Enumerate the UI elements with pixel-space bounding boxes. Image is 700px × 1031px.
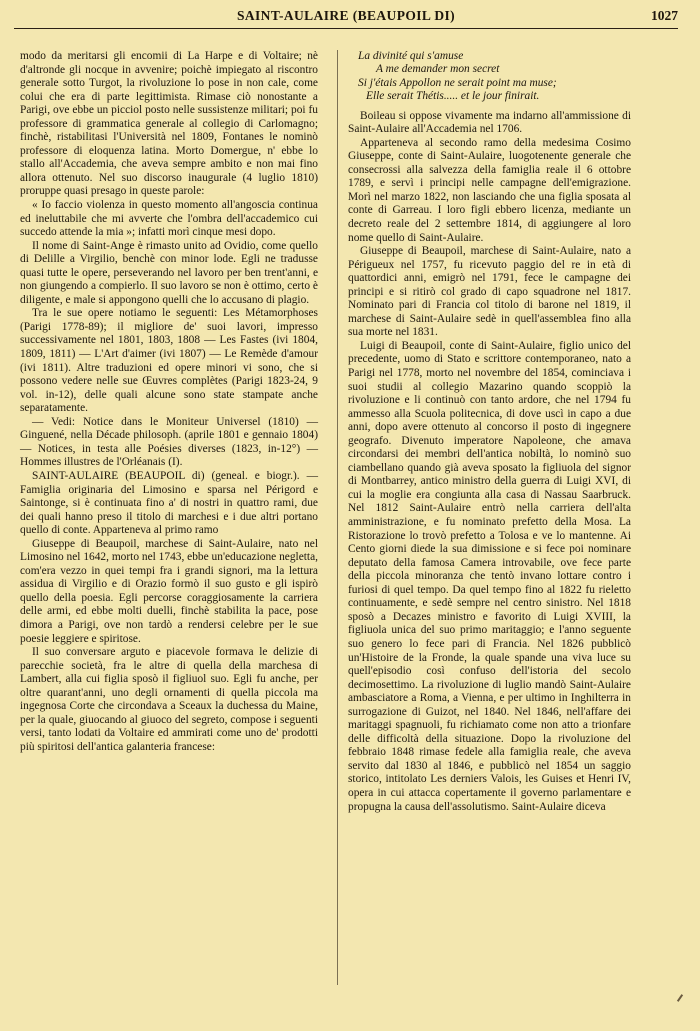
poem-line: A me demander mon secret (376, 63, 500, 76)
right-column (348, 50, 631, 814)
poem-quote (358, 50, 631, 104)
paragraph: modo da meritarsi gli encomii di La Harpe e di Voltaire; nè d'altronde gli nocque in avvenire; poichè impiegato al riscontro generale sotto Turgot, la rivoluzione lo pose in non cale, come colui che era di parte legittimista. Rimase ciò nonostante a Parigi, ove ebbe un picciol posto nelle sussistenze militari; poi fu professore di grammatica generale al collegio di Carlomagno; finchè, ristabilitasi l'Università nel 1809, Fontanes le nominò professore di eloquenza latina. Morto Domergue, n' ebbe lo stallo all'Accademia, che aveva sempre ambito e non mai fino allora ottenuto. Nel suo discorso inaugurale (4 luglio 1810) proruppe quasi presago in queste parole: (20, 50, 318, 198)
paragraph: Giuseppe di Beaupoil, marchese di Saint-Aulaire, nato a Périgueux nel 1757, fu ricevuto paggio del re in età di quattordici anni, emigrò nel 1791, fece le campagne dei principi e si ritirò col grado di capo squadrone nel 1817. Nominato pari di Francia col titolo di barone nel 1819, il marchese di Saint-Aulaire sedè in quell'assemblea fino alla sua morte nel 1831. (348, 245, 631, 339)
header-title: SAINT-AULAIRE (BEAUPOIL DI) (236, 8, 456, 23)
paragraph: Il nome di Saint-Ange è rimasto unito ad Ovidio, come quello di Delille a Virgilio, benchè con minor lode. Egli ne tradusse quasi tutte le opere, perseverando nel lavoro per ben trent'anni, e non giungendo a compierlo. Il suo lavoro se non è ottimo, certo è diligente, e male si appongono quelli che lo accusano di plagio. (20, 239, 318, 306)
paragraph: Il suo conversare arguto e piacevole formava le delizie di parecchie società, fra le altre di quella della marchesa di Lambert, alla cui figlia sposò il figliuol suo. Egli fu anche, per oltre quarant'anni, uno degli ornamenti di quella piccola ma ingegnosa Corte che circondava a Sceaux la duchessa du Maine, per la quale, giuocando al giuoco del segreto, compose i seguenti versi, tanto lodati da Voltaire ed ammirati come uno de' prodotti più spiritosi dell'antica galanteria francese: (20, 646, 318, 753)
entry-heading-paragraph: SAINT-AULAIRE (BEAUPOIL di) (geneal. e biogr.). — Famiglia originaria del Limosino e sparsa nel Périgord e Saintonge, si è continuata fino a' di nostri in quattro rami, due dei quali hanno preso il titolo di marchesi e i due altri portano quello di conte. Apparteneva al primo ramo (20, 469, 318, 537)
column-divider (337, 50, 338, 985)
paragraph: « Io faccio violenza in questo momento all'angoscia continua ed ineluttabile che mi avverte che l'ombra dell'accademico cui succedo attende la mia »; infatti morì cinque mesi dopo. (20, 199, 318, 239)
paragraph: Boileau si oppose vivamente ma indarno all'ammissione di Saint-Aulaire all'Accademia nel 1706. (348, 109, 631, 136)
running-header (14, 6, 678, 29)
left-column (20, 50, 318, 754)
paragraph: Luigi di Beaupoil, conte di Saint-Aulaire, figlio unico del precedente, uomo di Stato e scrittore contemporaneo, nato a Parigi nel 1778, morto nel novembre del 1854, cominciava i suoi studii al collegio Mazarino quando scoppiò la rivoluzione e li continuò con tanto ardore, che nel 1794 fu ammesso alla Scuola politecnica, di dove uscì in capo a due anni, dopo avere ottenuto al concorso il posto di ingegnere geografo. Divenuto imperatore Napoleone, che amava circondarsi dei membri dell'antica nobiltà, lo nominò suo ciambellano quando già aveva sposato la figliuola del signor di Montbarrey, antico ministro della guerra di Luigi XVI, di cui la moglie era congiunta alla casa di Nassau Saarbruck. Nel 1812 Saint-Aulaire entrò nella carriera dell'alta amministrazione, e fu nominato prefetto della Mosa. La Ristorazione lo trovò prefetto a Tolosa e ve lo mantenne. Ai Cento giorni diede la sua dimissione e si fece poi nominare deputato della famosa Camera introvabile, ove fece parte della piccola minoranza che tentò invano lottare contro i furiosi di quel tempo. Da quel tempo fino al 1822 fu rieletto continuamente, e sedè sempre nel centro sinistro. Nel 1818 sposò a Decazes ministro e favorito di Luigi XVIII, la figliuola unica del suo primo maritaggio; e l'anno seguente suo genero lo fece pari di Francia. Nel 1826 pubblicò un'Histoire de la Fronde, la quale spande una viva luce su quell'episodio così confuso dell'istoria del secolo decimosettimo. La rivoluzione di luglio mandò Saint-Aulaire ambasciatore a Roma, a Vienna, e per ultimo in Inghilterra in surrogazione di Guizot, nel 1840. Nel 1846, nell'affare dei maritaggi spagnuoli, fu richiamato come non atto a trionfare delle difficoltà della situazione. Dopo la rivoluzione del febbraio 1848 rimase fedele alla famiglia reale, che aveva servito dal 1830 al 1846, e pubblicò nel 1854 un saggio storico, intitolato Les derniers Valois, les Guises et Henri IV, opera in cui attacca copertamente il governo parlamentare e propugna la causa dell'assolutismo. Saint-Aulaire diceva (348, 339, 631, 813)
paragraph: Apparteneva al secondo ramo della medesima Cosimo Giuseppe, conte di Saint-Aulaire, luogotenente generale che consecrossi alla salvezza della famiglia reale il 6 ottobre 1789, e servì i principi nelle campagne dell'emigrazione. Morì nel marzo 1822, non lasciando che una figlia sposata al conte di Garreau. I loro figli ebbero licenza, mediante un decreto reale del 2 settembre 1814, di aggiungere al loro nome quello di Saint-Aulaire. (348, 136, 631, 244)
poem-line: La divinité qui s'amuse (358, 50, 464, 62)
poem-line: Elle serait Thétis..... et le jour finirait. (366, 90, 540, 103)
paragraph: Tra le sue opere notiamo le seguenti: Les Métamorphoses (Parigi 1778-89); il migliore de' suoi lavori, impresso successivamente nel 1801, 1803, 1808 — Les Fastes (ivi 1804, 1809, 1811) — L'Art d'aimer (ivi 1807) — Le Remède d'amour (ivi 1811). Altre traduzioni ed opere minori vi sono, che si possono vedere nelle sue Œuvres complètes (Parigi 1823-24, 9 vol. in-12), delle quali alcune sono state stampate anche separatamente. (20, 307, 318, 415)
page-number: 1027 (651, 8, 678, 23)
scan-mark (677, 994, 683, 1002)
paragraph: Giuseppe di Beaupoil, marchese di Saint-Aulaire, nato nel Limosino nel 1642, morto nel 1743, ebbe un'educazione negletta, com'era vezzo in quei tempi fra i grandi signori, ma la lettura assidua di Virgilio e di Orazio formò il suo gusto e gli ispirò quello della poesia. Egli percorse coraggiosamente la carriera delle armi, ed ebbe molti duelli, finchè stabilita la pace, pose dimora a Parigi, ove non tardò a rendersi celebre per le sue poesie leggiere e spiritose. (20, 537, 318, 645)
references-paragraph: — Vedi: Notice dans le Moniteur Universel (1810) — Ginguené, nella Décade philosoph. (aprile 1801 e gennaio 1804) — Notices, in testa alle Poésies diverses (1823, in-12°) — Hommes illustres de l'Orléanais (I). (20, 415, 318, 469)
poem-line: Si j'étais Appollon ne serait point ma muse; (358, 76, 557, 89)
